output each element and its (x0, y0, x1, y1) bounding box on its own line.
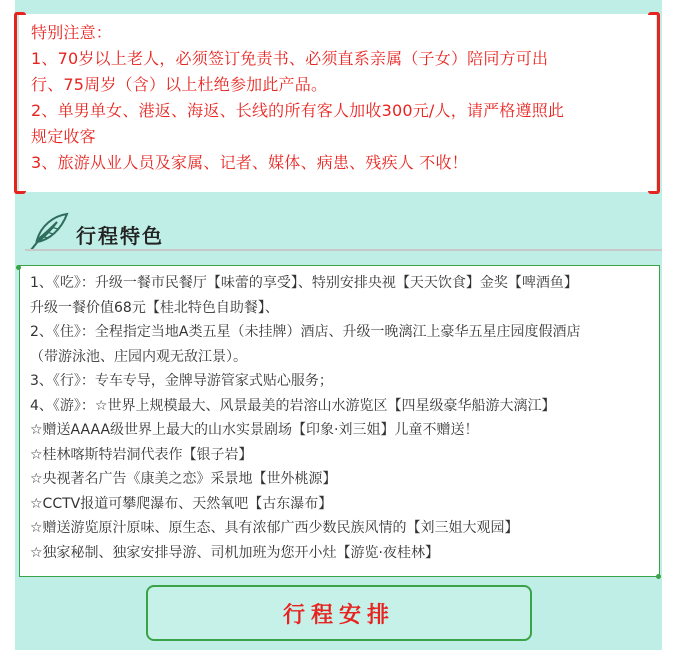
itinerary-button[interactable] (146, 585, 532, 641)
feature-line: 2、《住》：全程指定当地A类五星（未挂牌）酒店、升级一晚漓江上豪华五星庄园度假酒店 (30, 324, 581, 340)
feature-line: 3、《行》：专车专导，金牌导游管家式贴心服务； (30, 373, 333, 389)
feature-line: 4、《游》：☆世界上规模最大、风景最美的岩溶山水游览区【四星级豪华船游大漓江】 (30, 397, 556, 414)
notice-text (31, 20, 651, 176)
corner-dot (656, 574, 661, 579)
feature-line: ☆央视著名广告《康美之恋》采景地【世外桃源】 (30, 471, 337, 487)
feature-line: ☆赠送AAAA级世界上最大的山水实景剧场【印象·刘三姐】儿童不赠送！ (30, 422, 479, 438)
feature-line: ☆桂林喀斯特岩洞代表作【银子岩】 (30, 446, 253, 463)
feather-icon (27, 210, 71, 254)
section-title-features: 行程特色 (76, 224, 164, 248)
notice-line: 行、75周岁（含）以上杜绝参加此产品。 (31, 75, 328, 94)
feature-line: （带游泳池、庄园内观无敌江景）。 (30, 348, 247, 365)
features-text (30, 271, 655, 565)
feature-line: ☆赠送游览原汁原味、原生态、具有浓郁广西少数民族风情的【刘三姐大观园】 (30, 520, 519, 536)
notice-line: 规定收客 (31, 127, 96, 146)
section-divider (25, 249, 662, 251)
corner-dot (16, 265, 21, 270)
notice-line: 2、单男单女、港返、海返、长线的所有客人加收300元/人，请严格遵照此 (31, 101, 565, 120)
feature-line: ☆CCTV报道可攀爬瀑布、天然氧吧【古东瀑布】 (30, 495, 333, 512)
feature-line: 升级一餐价值68元【桂北特色自助餐】、 (30, 299, 279, 316)
itinerary-button-label: 行程安排 (282, 602, 395, 628)
notice-line: 3、旅游从业人员及家属、记者、媒体、病患、残疾人 不收！ (31, 153, 468, 172)
feature-line: 1、《吃》：升级一餐市民餐厅【味蕾的享受】、特别安排央视【天天饮食】金奖【啤酒鱼】 (30, 275, 578, 291)
notice-title: 特别注意： (31, 23, 113, 42)
notice-line: 1、70岁以上老人，必须签订免责书、必须直系亲属（子女）陪同方可出 (31, 49, 549, 68)
notice-left-bracket (14, 12, 26, 194)
feature-line: ☆独家秘制、独家安排导游、司机加班为您开小灶【游览·夜桂林】 (30, 544, 439, 561)
